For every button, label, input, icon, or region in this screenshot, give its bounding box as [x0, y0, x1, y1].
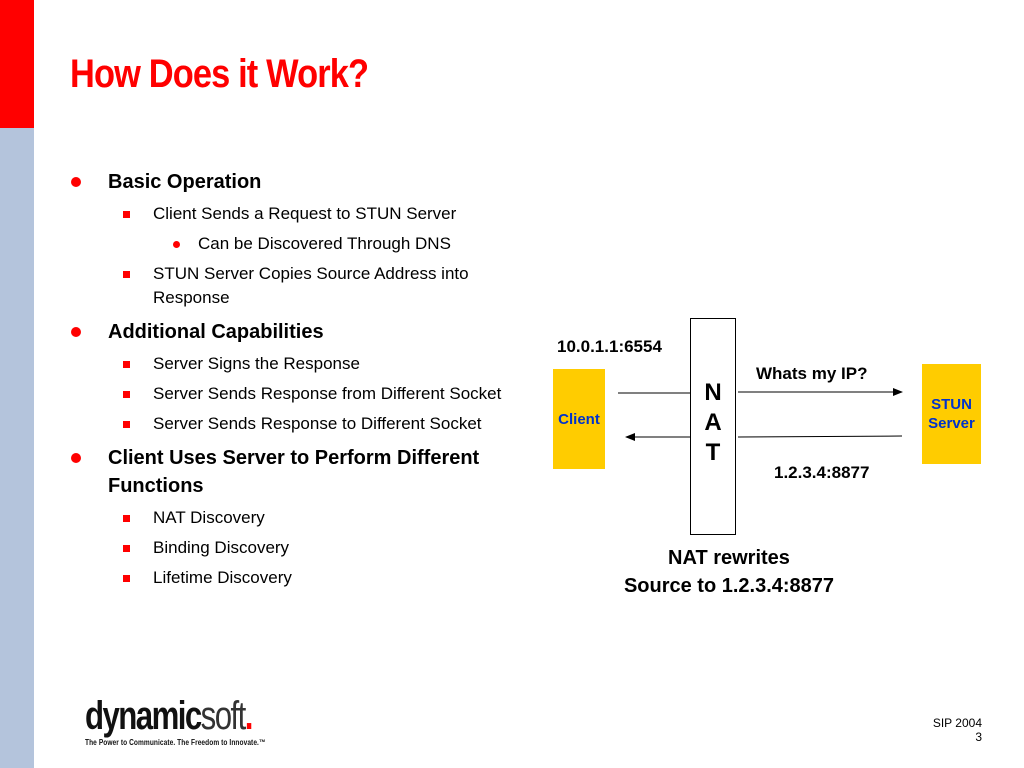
- client-address-label: 10.0.1.1:6554: [557, 337, 662, 356]
- square-bullet-icon: [123, 361, 130, 368]
- slide-footer: [933, 716, 982, 744]
- square-bullet-icon: [123, 391, 130, 398]
- sub-bullet: [70, 566, 510, 590]
- bullet-dot-icon: [71, 327, 81, 337]
- sub-bullet-label: Client Sends a Request to STUN Server: [153, 204, 457, 223]
- bullet-list: [70, 168, 510, 590]
- logo-word-bold: dynamic: [85, 694, 201, 738]
- bullet-label: Client Uses Server to Perform Different Functions: [108, 447, 480, 497]
- sub-bullet-label: Binding Discovery: [153, 538, 290, 557]
- footer-event: SIP 2004: [932, 716, 982, 730]
- request-label: Whats my IP?: [756, 364, 868, 383]
- sub-sub-bullet-label: Can be Discovered Through DNS: [198, 234, 451, 253]
- arrow-server-to-nat: [738, 436, 902, 437]
- sub-bullet: [70, 382, 510, 406]
- bullet-client-uses-server: [70, 444, 510, 500]
- logo-tagline: The Power to Communicate. The Freedom to Innovate.™: [85, 738, 266, 747]
- nat-letters: [690, 378, 736, 468]
- square-bullet-icon: [123, 575, 130, 582]
- sub-bullet: [70, 202, 510, 226]
- sub-bullet-label: Server Sends Response from Different Socket: [153, 384, 502, 403]
- sub-bullet: [70, 352, 510, 376]
- bullet-label: Additional Capabilities: [108, 321, 324, 343]
- sub-sub-bullet: [70, 232, 510, 256]
- sub-bullet: [70, 412, 510, 436]
- page-number: 3: [975, 730, 982, 744]
- square-bullet-icon: [123, 515, 130, 522]
- nat-letter-t: T: [705, 439, 721, 466]
- stun-server-box: [922, 364, 981, 464]
- nat-letter-n: N: [704, 379, 722, 406]
- nat-letter-a: A: [704, 409, 722, 436]
- sub-bullet-label: Server Signs the Response: [153, 354, 360, 373]
- bullet-dot-icon: [71, 453, 81, 463]
- bullet-dot-icon: [71, 177, 81, 187]
- bullet-additional-capabilities: [70, 318, 510, 346]
- bullet-basic-operation: [70, 168, 510, 196]
- response-label: 1.2.3.4:8877: [774, 463, 870, 482]
- nat-caption-line2: Source to 1.2.3.4:8877: [623, 575, 835, 597]
- sub-bullet-label: Lifetime Discovery: [153, 568, 292, 587]
- square-bullet-icon: [123, 211, 130, 218]
- stun-server-label-line1: STUN: [931, 396, 972, 413]
- logo-period: .: [244, 694, 252, 738]
- stun-server-label-line2: Server: [928, 415, 975, 432]
- square-bullet-icon: [123, 271, 130, 278]
- square-bullet-icon: [123, 421, 130, 428]
- nat-caption-line1: NAT rewrites: [668, 547, 790, 569]
- logo-wordmark: [85, 696, 257, 736]
- square-bullet-icon: [123, 545, 130, 552]
- sub-bullet: [70, 536, 510, 560]
- nat-caption: [598, 544, 860, 600]
- bullet-dot-icon: [173, 241, 180, 248]
- bullet-label: Basic Operation: [108, 171, 262, 193]
- sub-bullet-label: NAT Discovery: [153, 508, 265, 527]
- sidebar-accent-red: [0, 0, 34, 128]
- sub-bullet-label: STUN Server Copies Source Address into Response: [153, 264, 469, 307]
- client-box: [553, 369, 605, 469]
- sub-bullet-label: Server Sends Response to Different Socket: [153, 414, 482, 433]
- sub-bullet: [70, 262, 510, 310]
- slide-title: How Does it Work?: [70, 52, 369, 96]
- sub-bullet: [70, 506, 510, 530]
- logo-word-light: soft: [200, 694, 245, 738]
- dynamicsoft-logo: [85, 696, 305, 747]
- sidebar-accent-blue: [0, 128, 34, 768]
- client-box-label: Client: [558, 410, 600, 428]
